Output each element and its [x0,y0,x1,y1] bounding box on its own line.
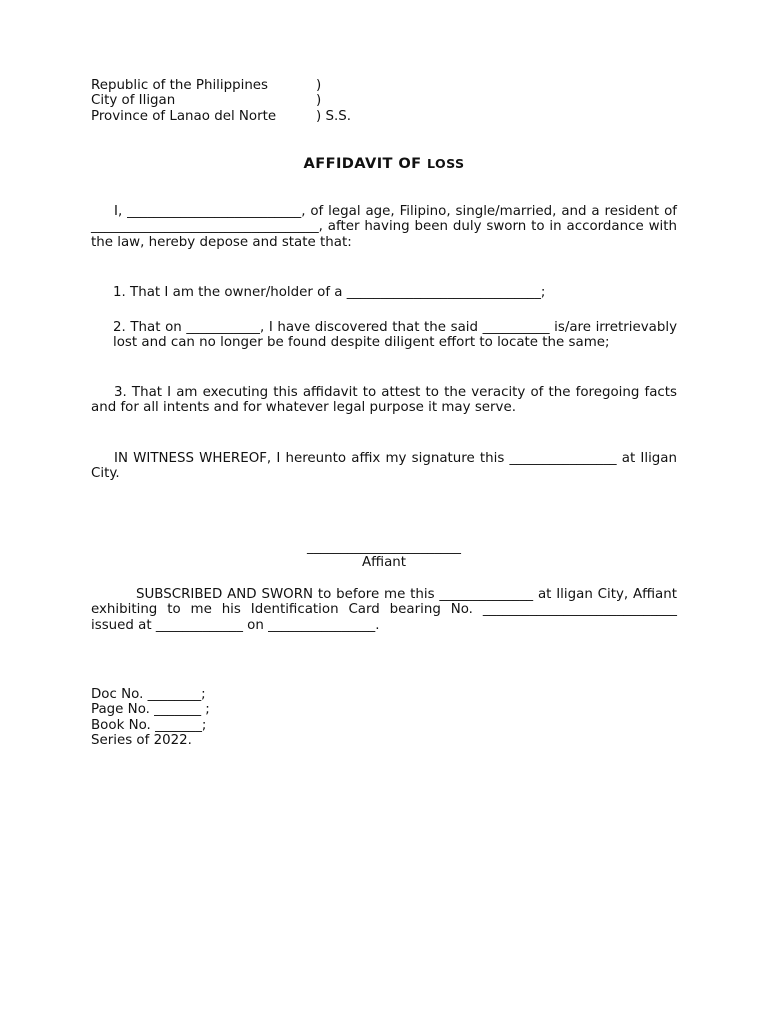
title-small-caps: LOSS [427,156,465,171]
intro-paragraph [91,204,677,250]
doc-number: Doc No. ________; [91,687,206,702]
page-number: Page No. _______ ; [91,702,210,718]
clause-1: 1. That I am the owner/holder of a _____________________________; [113,285,546,300]
venue-bracket: ) [316,93,322,109]
jurat-paragraph: SUBSCRIBED AND SWORN to before me this ______________ at Iligan City, Affiant exhibiting to me his Identification Card bearing No. _____________________________ issued at _____________ on ________________. [91,587,677,633]
venue-city: City of Iligan [91,93,176,109]
venue-header [91,78,677,124]
series-year: Series of 2022. [91,733,192,749]
affiant-signature-block [0,540,768,571]
venue-line-province [91,109,677,124]
clause-3: 3. That I am executing this affidavit to attest to the veracity of the foregoing facts and for all intents and for whatever legal purpose it may serve. [91,385,677,416]
witness-paragraph: IN WITNESS WHEREOF, I hereunto affix my signature this ________________ at Iligan City. [91,451,677,482]
venue-line-city [91,93,677,108]
venue-country: Republic of the Philippines [91,78,269,93]
title-main: AFFIDAVIT OF [303,155,428,172]
book-number: Book No. _______; [91,717,207,733]
clause-2: 2. That on ___________, I have discovered that the said __________ is/are irretrievably lost and can no longer be found despite diligent effort to locate the same; [113,320,677,351]
affiant-label: Affiant [361,555,407,571]
venue-ss: ) S.S. [316,108,351,124]
venue-line-country [91,78,677,93]
document-title [0,155,768,172]
intro-line-1: I, __________________________, of legal age, Filipino, single/married, and a resident of [114,204,677,219]
intro-line-2: __________________________________, after having been duly sworn to in accordance with the law, hereby depose and state that: [91,219,677,250]
venue-bracket: ) [316,78,322,93]
venue-province: Province of Lanao del Norte [91,108,277,124]
signature-line: _______________________ [307,540,461,555]
notarial-register [91,687,677,749]
